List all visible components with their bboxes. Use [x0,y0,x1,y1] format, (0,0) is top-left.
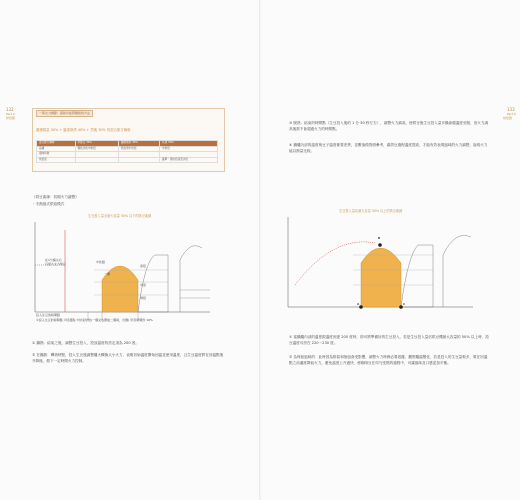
point-label-c: C [403,302,406,306]
chart-label: 投入生豆的時間點 [36,313,61,317]
chart-title: 生豆投入量佔最大容量 50% 以上的烘豆曲線 [339,209,403,213]
running-head-part: Part 2 [6,112,15,116]
chart-title: 生豆投入量全最大容量 50% 以下的烘豆曲線 [88,214,152,218]
table-cell: 藝妓水洗中烘焙 [75,146,118,152]
chart-label: 中性點 [96,260,106,264]
chart-legend: ①投入生豆的時間點 ②回溫點 ③結束烘焙(一爆完成開始二爆時，出鍋) 所需時間約 10% [36,318,153,322]
page-number: 132 [6,107,14,112]
page-number: 133 [507,107,515,112]
chart-label: 一爆 [104,272,111,276]
table-cell: 盧維斯烘 40% [118,141,159,147]
table-cell: 奶泡青中烘焙 [118,146,159,152]
paragraph: ② 為保留風味的：此時因為排氣和抽風會受影響，調整火力時務必要看盤，觀察爐溫變化，若是投入的生豆量較多，要在回溫點之前適度降低火力，避免溫度上升過快，使咖啡豆在均勻受熱的過程中，可讓風味及口感更加平衡。 [289,355,488,365]
table-cell [118,157,159,163]
point-label-b: B [378,236,381,240]
left-page [0,0,259,500]
table-row [37,157,218,163]
point-label-a: A [357,302,360,306]
chart-label: 深焙 [140,264,147,268]
section-heading: 《烘豆曲線：初期火力調整》 [32,195,79,199]
paragraph: ① 當鍋爐內部的溫度跟溫度到達 200 度時，即可將準備好的生豆投入，若是生豆投入量佔烘豆機最大容量的 50% 以上時，投豆溫度可設在 220～230 度。 [289,335,489,345]
chart-label: 淺焙 [140,296,147,300]
recipe-tag: 一般火力調節：蓄熱功能與聚熱的方法 [36,110,93,117]
table-cell: 烘焙度 [37,157,76,163]
paragraph: ① 鍋熱：結束之後，調整生豆投入，投放溫度的設定須為 200 度。 [32,341,139,345]
table-cell [75,157,118,163]
paragraph: ③ 脫熟：結束的時間點（生豆投入後約 1 分 30 秒左右），調整火力調高，使烘豆後生豆投入量多鍋會隨溫度至脫，但火力調高後需不會超過火力的時間點。 [289,121,489,131]
chart-label: 中度 [140,283,147,287]
table-cell: 蓋單・黑烘焙深煎水洗 [160,157,218,163]
recipe-title: 蓄積熱量 30% + 盧維斯烘 40% + 然後 30% 的混合配方咖啡 [36,128,131,132]
bullet-line: ・半熱風式烘焙模式 [32,202,65,206]
chart-label: 在1分鐘左右 [45,258,62,262]
running-head-title: 烘焙篇 [6,116,16,120]
table-cell: 品種 [37,146,76,152]
table-cell: 其他 30% [160,141,218,147]
running-head-title: 烘焙篇 [503,116,513,120]
roast-curve-chart-right [283,215,493,330]
table-cell: 風味特徵 [37,152,76,158]
recipe-table [36,140,218,163]
table-cell: 混合配方咖啡 [37,141,76,147]
chart-label: 以最大火力烘豆 [45,262,67,266]
paragraph: ④ 鍋爐內部的溫度與豆子溫度都要差異，並數值做對照參考，讓烘豆過程溫度提高，才能有效表現風味的火力調整，說明火力能以熱量比較。 [289,143,488,153]
table-cell: 季節豆 30% [75,141,118,147]
right-page [261,0,520,500]
running-head-part: Part 2 [507,112,516,116]
paragraph: ② 在鍋熱：轉到時點，投入生豆後調整爐火轉換大小火力，表明初始溫度開始回溫並使用溫度，且生豆溫度將在回溫點後升降後，做下一定時間火力控制。 [32,353,224,363]
table-cell: 中烘焙 [160,146,218,152]
